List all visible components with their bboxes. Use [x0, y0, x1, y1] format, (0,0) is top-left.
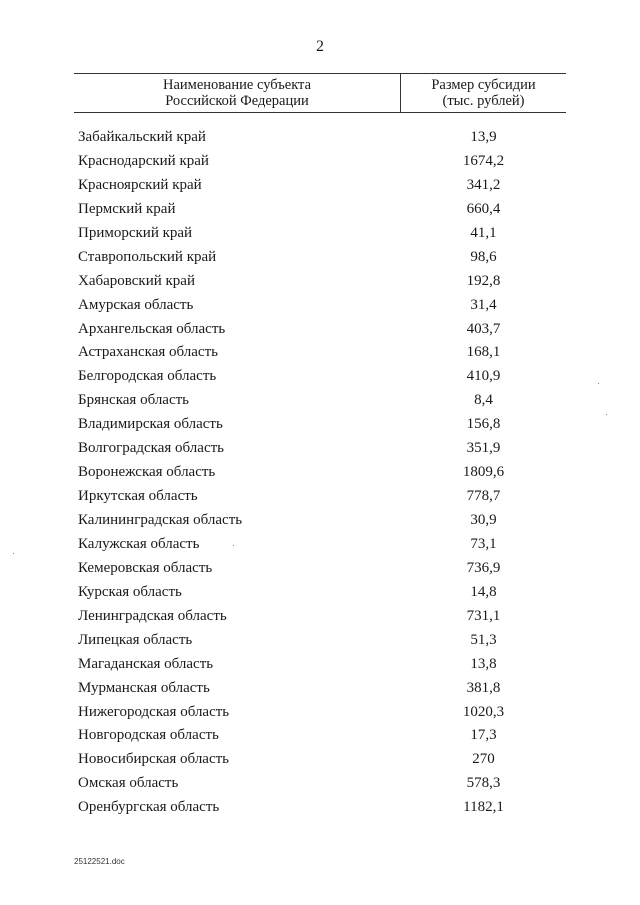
- subsidy-amount-cell: 14,8: [470, 583, 497, 600]
- header-subject-name-line1: Наименование субъекта: [162, 77, 312, 93]
- table-row: [74, 151, 566, 175]
- table-row: [74, 702, 566, 726]
- subject-name-cell: Краснодарский край: [78, 152, 209, 169]
- subsidy-amount-cell: 1809,6: [462, 464, 505, 481]
- table-row: [74, 295, 566, 319]
- table-row: [74, 654, 566, 678]
- header-subject-name: [74, 77, 400, 109]
- subject-name-cell: Мурманская область: [78, 679, 210, 696]
- subsidy-amount-cell: 192,8: [466, 272, 501, 289]
- header-subsidy-amount-line1: Размер субсидии: [431, 77, 536, 93]
- subsidy-amount-cell: 731,1: [466, 607, 501, 624]
- subsidy-amount-cell: 578,3: [466, 775, 501, 792]
- subsidy-amount-cell: 1182,1: [463, 799, 504, 816]
- table-row: [74, 247, 566, 271]
- subject-name-cell: Ставропольский край: [78, 248, 217, 265]
- table-row: [74, 797, 566, 821]
- subject-name-cell: Приморский край: [78, 224, 193, 241]
- subsidy-amount-cell: 381,8: [466, 679, 501, 696]
- subject-name-cell: Астраханская область: [78, 344, 218, 361]
- table-row: [74, 175, 566, 199]
- table-row: [74, 438, 566, 462]
- subject-name-cell: Омская область: [78, 775, 179, 792]
- subject-name-cell: Красноярский край: [78, 176, 202, 193]
- table-row: [74, 462, 566, 486]
- table-row: [74, 558, 566, 582]
- subsidy-amount-cell: 31,4: [470, 296, 497, 313]
- table-row: [74, 127, 566, 151]
- subsidy-amount-cell: 51,3: [470, 631, 497, 648]
- subsidy-amount-cell: 98,6: [470, 248, 497, 265]
- subject-name-cell: Оренбургская область: [78, 799, 220, 816]
- scan-speck: [598, 383, 599, 384]
- subject-name-cell: Белгородская область: [78, 368, 217, 385]
- subject-name-cell: Новосибирская область: [78, 751, 230, 768]
- subsidy-amount-cell: 660,4: [466, 200, 501, 217]
- subject-name-cell: Волгоградская область: [78, 440, 224, 457]
- table-row: [74, 510, 566, 534]
- subject-name-cell: Иркутская область: [78, 488, 198, 505]
- subsidy-amount-cell: 156,8: [466, 416, 501, 433]
- subject-name-cell: Новгородская область: [78, 727, 219, 744]
- subsidy-amount-cell: 736,9: [466, 559, 501, 576]
- table-row: [74, 582, 566, 606]
- subject-name-cell: Калининградская область: [78, 512, 243, 528]
- subject-name-cell: Магаданская область: [78, 655, 214, 672]
- table-body: [74, 127, 566, 821]
- subsidy-amount-cell: 30,9: [470, 512, 497, 528]
- table-header: [74, 73, 566, 113]
- subject-name-cell: Курская область: [78, 583, 182, 600]
- subsidy-amount-cell: 1020,3: [462, 703, 505, 720]
- subsidy-amount-cell: 1674,2: [462, 152, 505, 169]
- table-row: [74, 773, 566, 797]
- subsidy-amount-cell: 778,7: [466, 488, 501, 505]
- subject-name-cell: Калужская область: [78, 535, 200, 552]
- subject-name-cell: Липецкая область: [78, 631, 193, 648]
- subsidy-amount-cell: 270: [472, 751, 495, 768]
- subsidy-amount-cell: 410,9: [466, 368, 501, 385]
- subsidy-amount-cell: 41,1: [470, 224, 497, 241]
- subsidy-amount-cell: 168,1: [466, 344, 501, 361]
- scan-speck: [233, 545, 234, 546]
- table-row: [74, 414, 566, 438]
- scan-speck: [13, 553, 14, 554]
- subsidy-amount-cell: 8,4: [474, 392, 493, 409]
- subject-name-cell: Архангельская область: [78, 320, 226, 337]
- subject-name-cell: Кемеровская область: [78, 559, 213, 576]
- table-row: [74, 749, 566, 773]
- header-subsidy-amount-line2: (тыс. рублей): [442, 93, 525, 109]
- scan-speck: [606, 414, 607, 415]
- page-number: 2: [316, 38, 324, 55]
- table-row: [74, 223, 566, 247]
- table-row: [74, 534, 566, 558]
- table-row: [74, 725, 566, 749]
- subsidy-amount-cell: 73,1: [470, 535, 497, 552]
- table-row: [74, 678, 566, 702]
- table-row: [74, 271, 566, 295]
- subsidy-amount-cell: 13,8: [470, 655, 497, 672]
- table-row: [74, 486, 566, 510]
- subject-name-cell: Владимирская область: [78, 416, 223, 433]
- subject-name-cell: Воронежская область: [78, 464, 216, 481]
- table-row: [74, 630, 566, 654]
- subsidy-amount-cell: 13,9: [470, 129, 497, 145]
- subsidy-amount-cell: 341,2: [466, 176, 501, 193]
- subject-name-cell: Ленинградская область: [78, 607, 227, 624]
- subsidy-table: [74, 73, 566, 816]
- subsidy-amount-cell: 351,9: [466, 440, 501, 457]
- subject-name-cell: Хабаровский край: [78, 272, 195, 289]
- subsidy-amount-cell: 17,3: [470, 727, 497, 744]
- subject-name-cell: Забайкальский край: [78, 129, 206, 145]
- table-row: [74, 606, 566, 630]
- header-subsidy-amount: [401, 77, 566, 109]
- subject-name-cell: Нижегородская область: [78, 703, 230, 720]
- subject-name-cell: Брянская область: [78, 392, 190, 409]
- table-row: [74, 319, 566, 343]
- table-row: [74, 342, 566, 366]
- subject-name-cell: Амурская область: [78, 296, 194, 313]
- table-row: [74, 390, 566, 414]
- header-subject-name-line2: Российской Федерации: [165, 93, 309, 109]
- subsidy-amount-cell: 403,7: [466, 320, 501, 337]
- table-row: [74, 366, 566, 390]
- table-row: [74, 199, 566, 223]
- document-id: 25122521.doc: [74, 857, 125, 866]
- subject-name-cell: Пермский край: [78, 200, 176, 217]
